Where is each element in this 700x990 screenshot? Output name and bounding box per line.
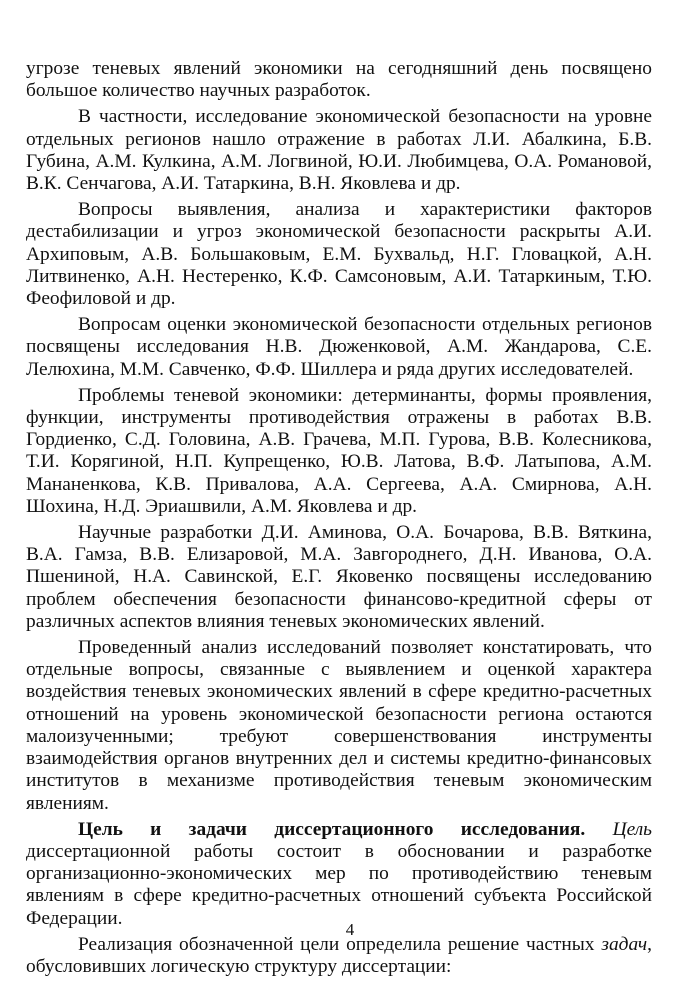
page-number: 4	[345, 920, 355, 939]
paragraph-financial-security-research: Научные разработки Д.И. Аминова, О.А. Бочарова, В.В. Вяткина, В.А. Гамза, В.В. Елизаровой, М.А. Завгороднего, Д.Н. Иванова, О.А. Пшениной, Н.А. Савинской, Е.Г. Яковенко посвящены исследованию проблем обеспечения безопасности финансово-кредитной сферы от различных аспектов влияния теневых экономических явлений.	[26, 522, 652, 632]
paragraph-shadow-economy-problems: Проблемы теневой экономики: детерминанты, формы проявления, функции, инструменты противодействия отражены в работах В.В. Гордиенко, С.Д. Головина, А.В. Грачева, М.П. Гурова, В.В. Колесникова, Т.И. Корягиной, Н.П. Купрещенко, Ю.В. Латова, В.Ф. Латыпова, А.М. Мананенкова, К.В. Привалова, А.А. Сергеева, А.А. Смирнова, А.Н. Шохина, Н.Д. Эриашвили, А.М. Яковлева и др.	[26, 384, 652, 517]
tasks-text-before: Реализация обозначенной цели определила решение частных	[78, 933, 602, 955]
paragraph-tasks-intro	[26, 934, 652, 978]
document-page	[26, 58, 652, 978]
paragraph-regional-security-studies: В частности, исследование экономической безопасности на уровне отдельных регионов нашло отражение в работах Л.И. Абалкина, Б.В. Губина, А.М. Кулкина, А.М. Логвиной, Ю.И. Любимцева, О.А. Романовой, В.К. Сенчагова, А.И. Татаркина, В.Н. Яковлева и др.	[26, 106, 652, 195]
goal-text: диссертационной работы состоит в обосновании и разработке организационно-экономических мер по противодействию теневым явлениям в сфере кредитно-расчетных отношений субъекта Российской Федерации.	[26, 840, 652, 929]
goal-heading: Цель и задачи диссертационного исследования.	[78, 818, 586, 840]
paragraph-security-assessment: Вопросам оценки экономической безопасности отдельных регионов посвящены исследования Н.В. Дюженковой, А.М. Жандарова, С.Е. Лелюхина, М.М. Савченко, Ф.Ф. Шиллера и ряда других исследователей.	[26, 314, 652, 380]
paragraph-continuation: угрозе теневых явлений экономики на сегодняшний день посвящено большое количество научных разработок.	[26, 58, 652, 102]
paragraph-destabilization-factors: Вопросы выявления, анализа и характеристики факторов дестабилизации и угроз экономической безопасности раскрыты А.И. Архиповым, А.В. Большаковым, Е.М. Бухвальд, Н.Г. Гловацкой, А.Н. Литвиненко, А.Н. Нестеренко, К.Ф. Самсоновым, А.И. Татаркиным, Т.Ю. Феофиловой и др.	[26, 199, 652, 310]
tasks-italic-word: задач	[601, 933, 648, 955]
paragraph-analysis-conclusion: Проведенный анализ исследований позволяет констатировать, что отдельные вопросы, связанные с выявлением и оценкой характера воздействия теневых экономических явлений в сфере кредитно-расчетных отношений на уровень экономической безопасности региона остаются малоизученными; требуют совершенствования инструменты взаимодействия органов внутренних дел и системы кредитно-финансовых институтов в механизме противодействия теневым экономическим явлениям.	[26, 637, 652, 814]
goal-italic-word: Цель	[612, 818, 652, 840]
paragraph-goal-and-tasks	[26, 819, 652, 930]
tasks-text-after: , обусловивших логическую структуру диссертации:	[26, 933, 652, 977]
